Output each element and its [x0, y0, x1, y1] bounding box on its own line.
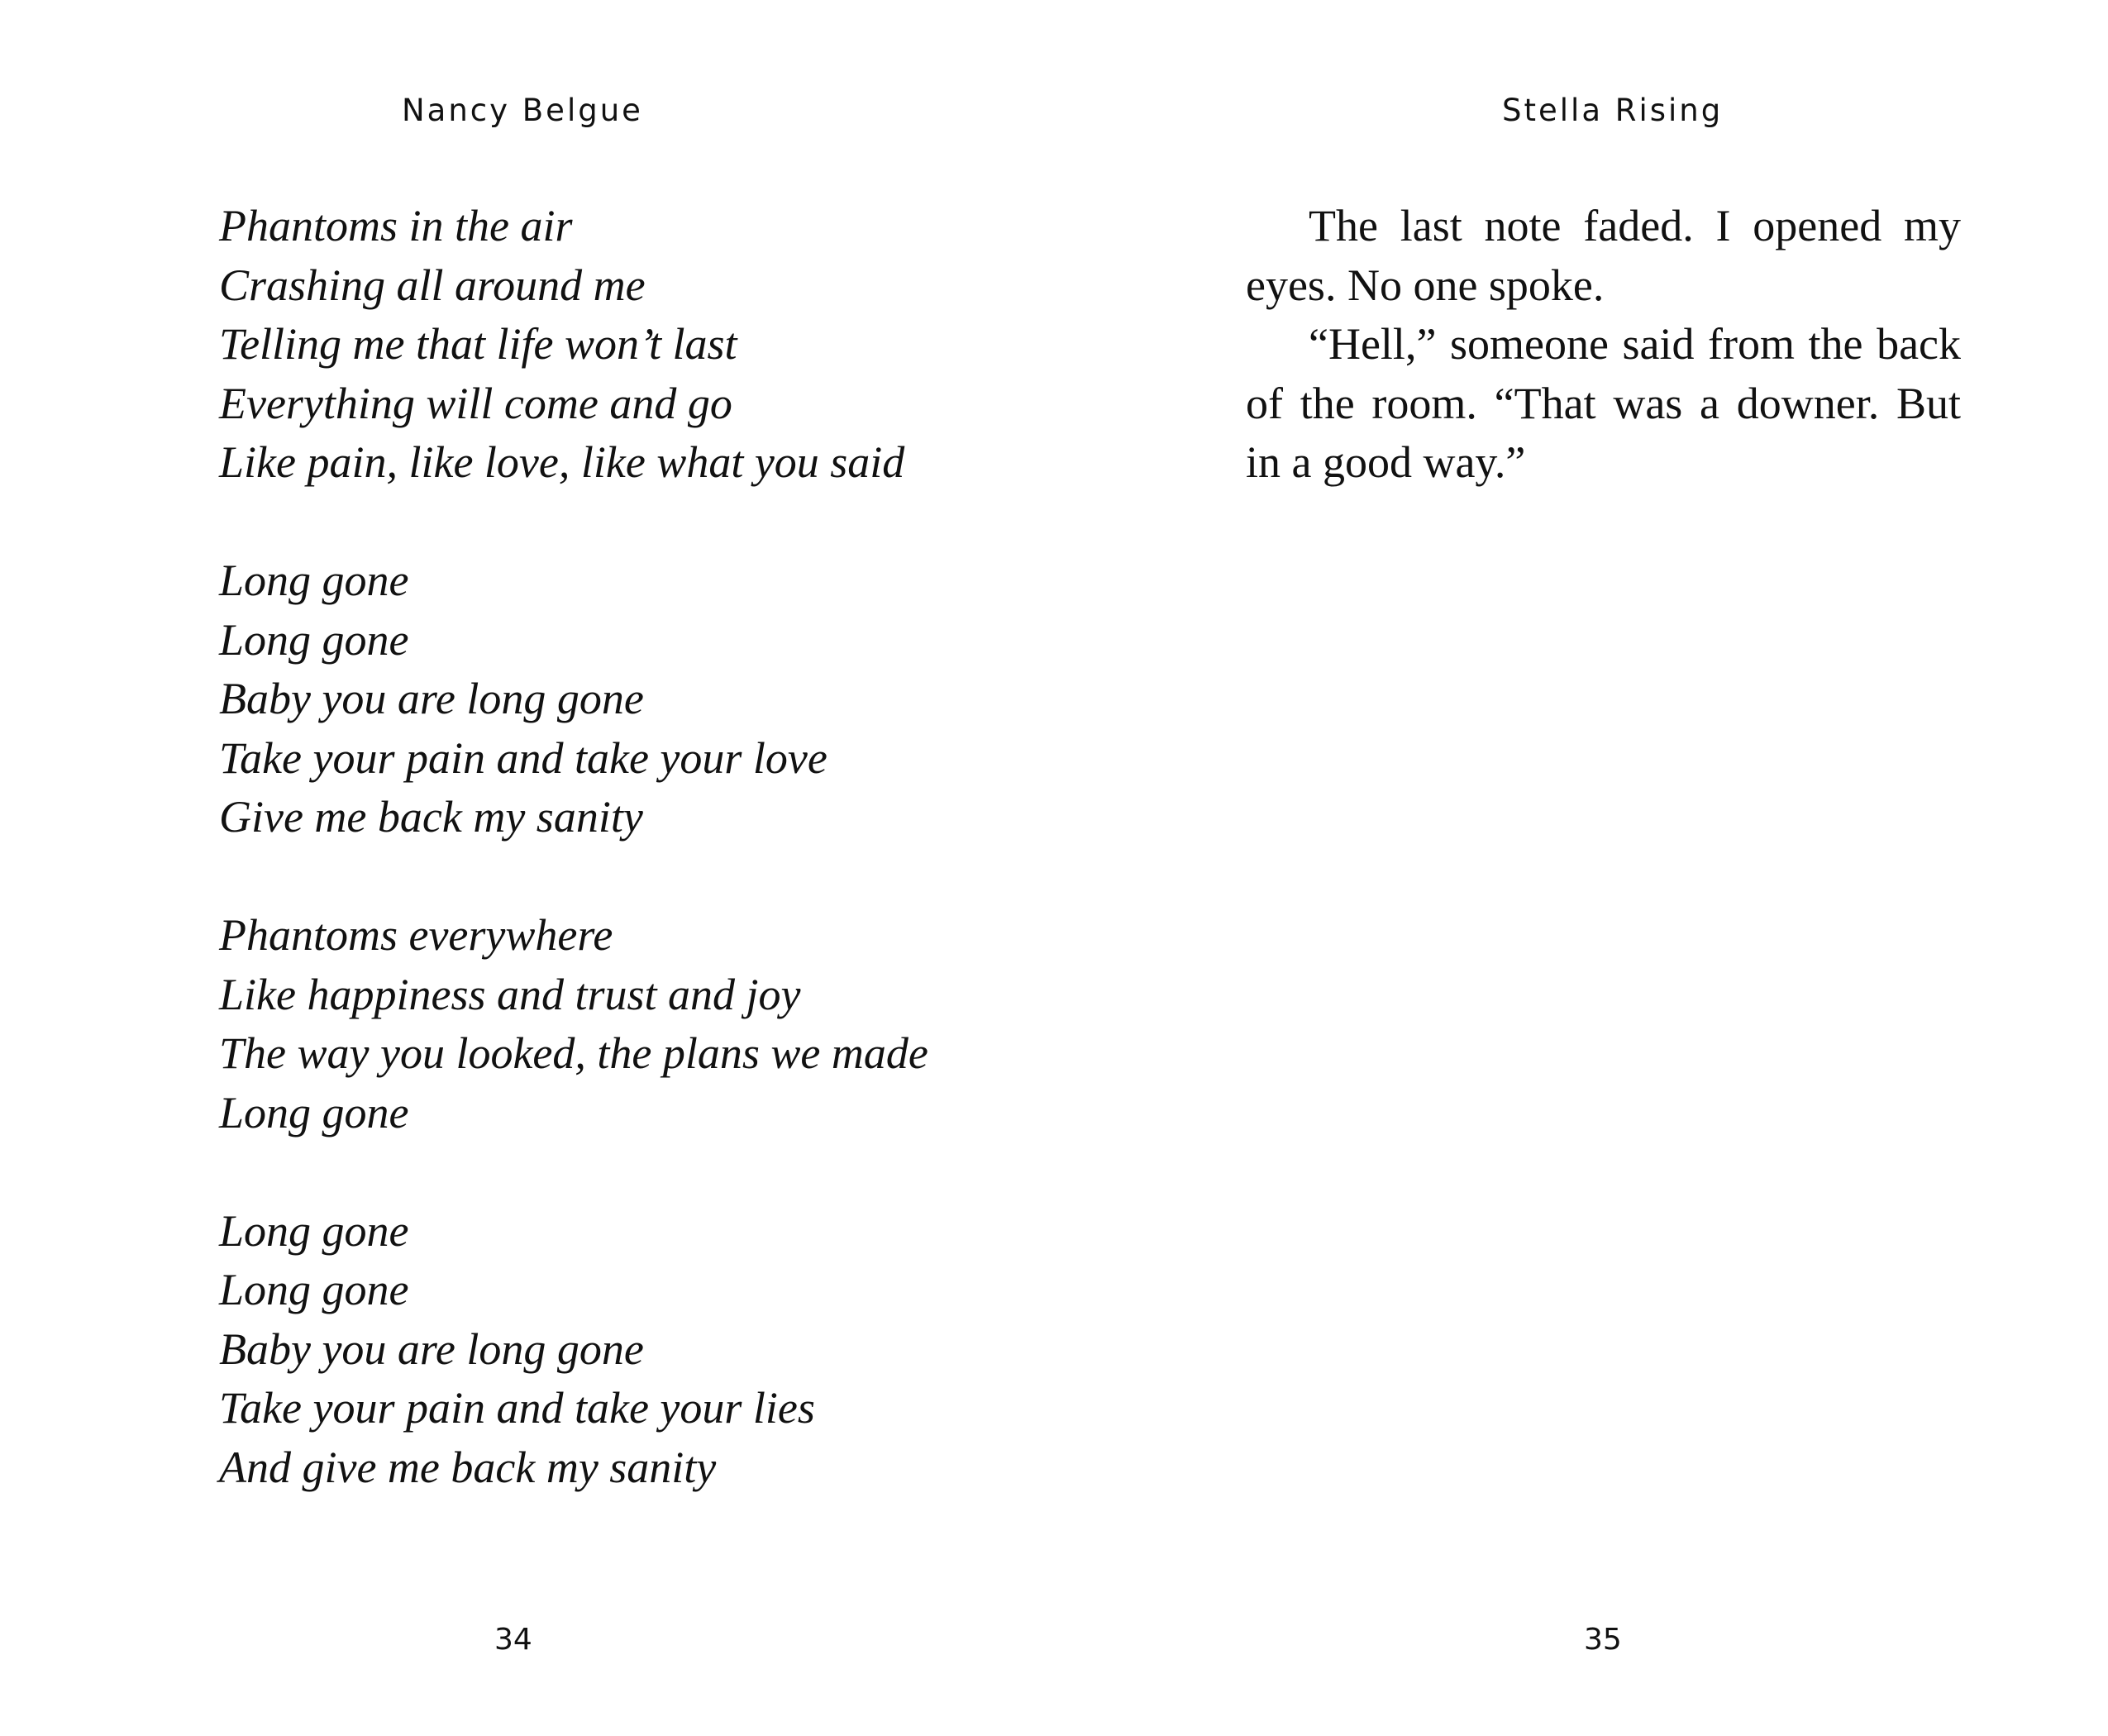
verse-line: Take your pain and take your love	[219, 732, 827, 783]
verse-line: Phantoms in the air	[219, 201, 573, 250]
verse-line: Take your pain and take your lies	[219, 1383, 815, 1433]
page-number: 35	[1584, 1623, 1622, 1657]
verse-line: Long gone	[219, 556, 409, 605]
running-head-author: Nancy Belgue	[402, 93, 643, 128]
verse-line: Long gone	[219, 1265, 409, 1314]
verse-line: Give me back my sanity	[219, 792, 643, 842]
verse-line: Long gone	[219, 1205, 409, 1256]
stanza-4	[219, 1202, 963, 1498]
page-number: 34	[494, 1623, 532, 1657]
verse-line: And give me back my sanity	[219, 1442, 717, 1492]
verse-line: Like pain, like love, like what you said	[219, 437, 905, 487]
running-head-title: Stella Rising	[1502, 93, 1724, 128]
verse-line: Long gone	[219, 1087, 409, 1137]
stanza-1	[219, 197, 963, 493]
right-page	[1054, 0, 2108, 1736]
body-text	[1246, 197, 1961, 493]
song-lyrics	[219, 197, 963, 1497]
verse-line: Like happiness and trust and joy	[219, 969, 801, 1019]
verse-line: Phantoms everywhere	[219, 910, 613, 960]
verse-line: Long gone	[219, 614, 409, 665]
stanza-3	[219, 906, 963, 1142]
stanza-2	[219, 551, 963, 847]
verse-line: Telling me that life won’t last	[219, 319, 737, 369]
paragraph: The last note faded. I opened my eyes. No one spoke.	[1246, 201, 1961, 310]
verse-line: Baby you are long gone	[219, 1323, 644, 1374]
verse-line: The way you looked, the plans we made	[219, 1028, 928, 1078]
verse-line: Crashing all around me	[219, 260, 646, 310]
verse-line: Baby you are long gone	[219, 674, 644, 723]
paragraph: “Hell,” someone said from the back of the room. “That was a downer. But in a good way.”	[1246, 319, 1961, 487]
verse-line: Everything will come and go	[219, 378, 732, 428]
